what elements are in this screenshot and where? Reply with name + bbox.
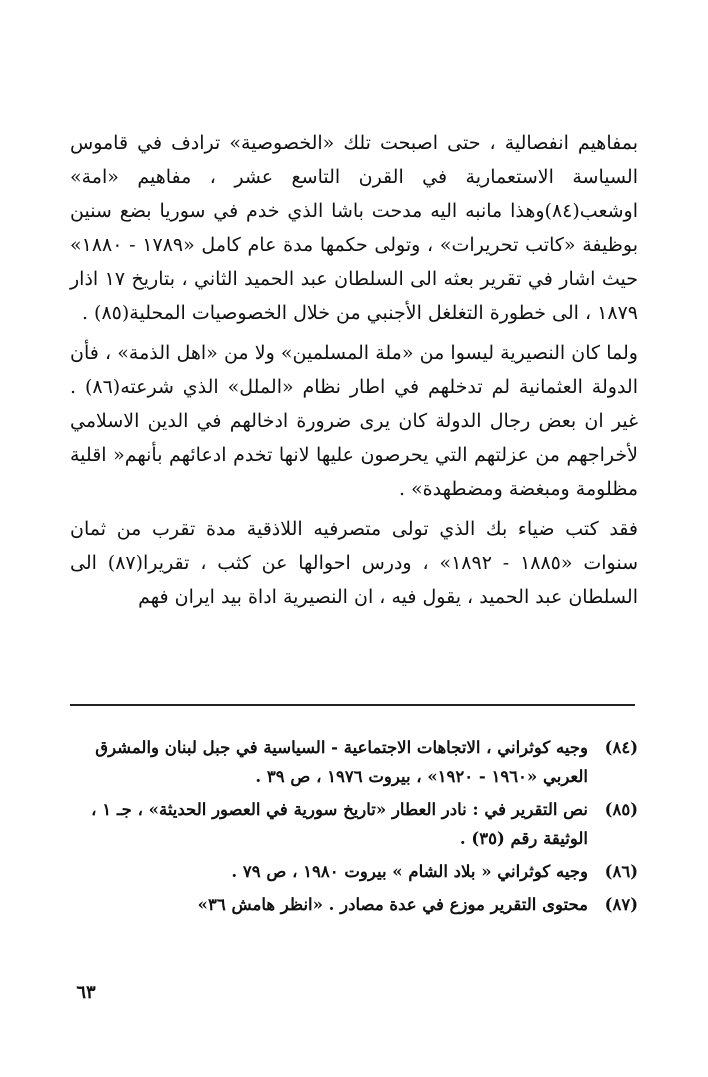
footnote-84 bbox=[62, 733, 638, 791]
paragraph-3: فقد كتب ضياء بك الذي تولى متصرفيه اللاذقية مدة تقرب من ثمان سنوات «١٨٨٥ - ١٨٩٢» ، ودرس احوالها عن كثب ، تقريرا(٨٧) الى السلطان عبد الحميد ، يقول فيه ، ان النصيرية اداة بيد ايران فهم bbox=[70, 518, 639, 608]
footnote-text: وجيه كوثراني ، الاتجاهات الاجتماعية - السياسية في جبل لبنان والمشرق العربي «١٩٦٠ - ١٩٢٠» ، بيروت ١٩٧٦ ، ص ٣٩ . bbox=[95, 738, 588, 786]
footnote-87 bbox=[62, 890, 638, 919]
footnote-number: (٨٤) bbox=[604, 738, 638, 757]
footnote-number: (٨٦) bbox=[604, 862, 638, 881]
footnote-number: (٨٥) bbox=[604, 800, 638, 819]
footnote-divider bbox=[70, 704, 635, 706]
footnote-text: وجيه كوثراني « بلاد الشام » بيروت ١٩٨٠ ، ص ٧٩ . bbox=[231, 862, 588, 881]
paragraph-2: ولما كان النصيرية ليسوا من «ملة المسلمين» ولا من «اهل الذمة» ، فأن الدولة العثمانية لم تدخلهم في اطار نظام «الملل» الذي شرعته(٨٦) . غير ان بعض رجال الدولة كان يرى ضرورة ادخالهم في الدين الاسلامي لأخراجهم من عزلتهم التي يحرصون عليها لانها تخدم ادعائهم بأنهم« اقلية مظلومة ومبغضة ومضطهدة» . bbox=[70, 342, 639, 500]
body-text bbox=[70, 126, 638, 620]
footnote-85 bbox=[62, 795, 638, 853]
footnotes bbox=[62, 733, 638, 923]
footnote-text: نص التقرير في : نادر العطار «تاريخ سورية في العصور الحديثة» ، جـ ١ ، الوثيقة رقم (٣٥) . bbox=[91, 800, 588, 848]
footnote-86 bbox=[62, 857, 638, 886]
paragraph-1: بمفاهيم انفصالية ، حتى اصبحت تلك «الخصوصية» ترادف في قاموس السياسة الاستعمارية في القرن التاسع عشر ، مفاهيم «امة» اوشعب(٨٤)وهذا مانبه اليه مدحت باشا الذي خدم في سوريا بضع سنين بوظيفة «كاتب تحريرات» ، وتولى حكمها مدة عام كامل «١٧٨٩ - ١٨٨٠» حيث اشار في تقرير بعثه الى السلطان عبد الحميد الثاني ، بتاريخ ١٧ اذار ١٨٧٩ ، الى خطورة التغلغل الأجنبي من خلال الخصوصيات المحلية(٨٥) . bbox=[70, 132, 639, 324]
page-number: ٦٣ bbox=[76, 982, 96, 1003]
footnote-text: محتوى التقرير موزع في عدة مصادر . «انظر هامش ٣٦» bbox=[197, 895, 588, 914]
footnote-number: (٨٧) bbox=[604, 895, 638, 914]
